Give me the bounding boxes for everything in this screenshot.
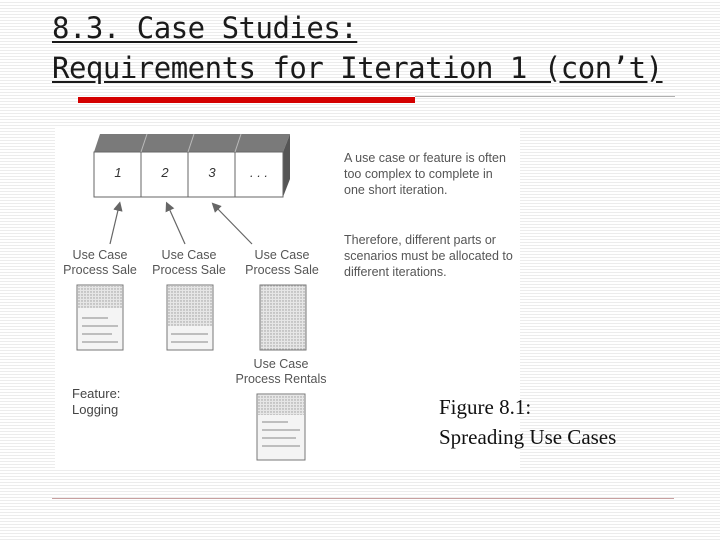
use-case-label-2-line1: Use Case [161, 248, 217, 262]
document-icon-3 [260, 285, 306, 350]
arrow-to-iteration-2 [168, 206, 185, 244]
use-case-label-4-line1: Use Case [253, 357, 309, 371]
use-case-label-2-line2: Process Sale [152, 263, 226, 277]
iteration-1-label: 1 [114, 165, 122, 180]
figure-caption-line1: Figure 8.1: [439, 395, 532, 419]
note-allocation: Therefore, different parts or scenarios must be allocated to different iterations. [344, 233, 513, 279]
slide-title-line1: 8.3. Case Studies: [52, 11, 358, 45]
document-icon-1 [77, 285, 123, 350]
use-case-label-1-line1: Use Case [72, 248, 128, 262]
arrow-to-iteration-1 [110, 206, 119, 244]
feature-logging-box [66, 382, 151, 422]
slide-title-line2: Requirements for Iteration 1 (con’t) [52, 51, 663, 85]
iteration-2-label: 2 [161, 165, 169, 180]
use-case-label-1 [57, 248, 143, 278]
use-case-label-3-line2: Process Sale [245, 263, 319, 277]
document-icon-2 [167, 285, 213, 350]
allocation-arrows [110, 206, 252, 244]
arrow-to-iteration-3 [215, 206, 252, 244]
use-case-label-3-line1: Use Case [254, 248, 310, 262]
use-case-label-3 [239, 248, 325, 278]
footer-divider [52, 498, 674, 499]
figure-caption-line2: Spreading Use Cases [439, 425, 617, 449]
iteration-3-label: 3 [208, 165, 216, 180]
iteration-more-label: . . . [249, 165, 269, 180]
document-icon-4 [257, 394, 305, 460]
use-case-label-2 [146, 248, 232, 278]
use-case-label-4-line2: Process Rentals [235, 372, 327, 386]
use-case-label-4 [228, 357, 334, 387]
use-case-label-1-line2: Process Sale [63, 263, 137, 277]
note-complexity: A use case or feature is often too complex to complete in one short iteration. [344, 151, 506, 197]
feature-box-line2: Logging [72, 402, 119, 417]
figure-caption [439, 392, 616, 452]
feature-box-line1: Feature: [72, 386, 121, 401]
